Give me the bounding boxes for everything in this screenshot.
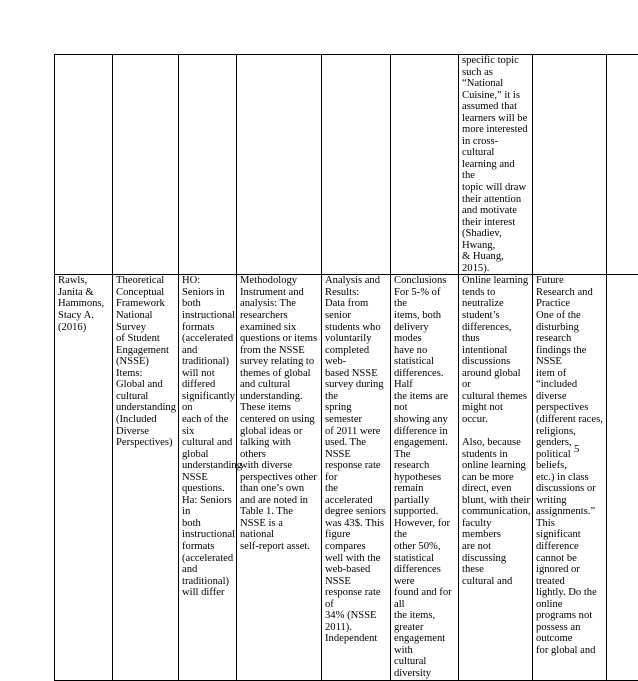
table-cell — [459, 55, 533, 275]
table-cell — [533, 55, 607, 275]
table-cell — [322, 55, 391, 275]
cell-text: Future Research and Practice One of the disturbing research findings the NSSE item of “included diverse perspectives (different races, religions, genders, political beliefs, etc.) in class discussions or writing assignments.” This significant difference cannot be ignored or treated lightly. Do the online programs not possess an outcome for global and — [536, 275, 604, 656]
table-cell — [55, 55, 113, 275]
table-cell — [607, 275, 638, 680]
table-cell — [533, 275, 607, 680]
table-cell — [113, 275, 179, 680]
table-cell — [237, 55, 322, 275]
cell-text: Theoretical Conceptual Framework National Survey of Student Engagement (NSSE) Items: Global and cultural understanding (Included Diverse Perspectives) — [116, 275, 176, 448]
table-cell — [179, 275, 237, 680]
cell-text: Online learning tends to neutralize student’s differences, thus intentional discussions around global or cultural themes might not occur. Also, because students in online learning can be more direct, even blunt, with their communication, faculty members are not discussing these cultural and — [462, 275, 530, 587]
table-row — [55, 55, 638, 275]
page-number: 5 — [574, 444, 579, 455]
table-row — [55, 275, 638, 680]
table-cell — [237, 275, 322, 680]
cell-text: Rawls, Janita & Hammons, Stacy A. (2016) — [58, 275, 110, 333]
table-cell — [607, 55, 638, 275]
cell-text: Analysis and Results: Data from senior students who voluntarily completed web- based NSSE survey during the spring semester of 2011 were used. The NSSE response rate for the accelerated degree seniors was 43$. This figure compares well with the web-based NSSE response rate of 34% (NSSE 2011). Independent — [325, 275, 388, 645]
cell-text: specific topic such as “National Cuisine,” it is assumed that learners will be more interested in cross-cultural learning and the topic will draw their attention and motivate their interest (Shadiev, Hwang, & Huang, 2015). — [462, 55, 530, 274]
table-cell — [459, 275, 533, 680]
table-cell — [55, 275, 113, 680]
cell-text: HO: Seniors in both instructional formats (accelerated and traditional) will not differed significantly on each of the six cultural and global understanding NSSE questions. Ha: Seniors in both instructional formats (accelerated and traditional) will differ — [182, 275, 234, 598]
table-cell — [322, 275, 391, 680]
table-cell — [113, 55, 179, 275]
table-cell — [179, 55, 237, 275]
literature-review-table — [54, 54, 638, 681]
cell-text: Conclusions For 5-% of the items, both delivery modes have no statistical differences. Half the items are not showing any difference in engagement. The research hypotheses remain partially supported. However, for the other 50%, statistical differences were found and for all the items, greater engagement with cultural diversity — [394, 275, 456, 679]
table-cell — [391, 55, 459, 275]
cell-text: Methodology Instrument and analysis: The researchers examined six questions or items from the NSSE survey relating to themes of global and cultural understanding. These items centered on using global ideas or talking with others with diverse perspectives other than one’s own and are noted in Table 1. The NSSE is a national self-report asset. — [240, 275, 319, 552]
table-cell — [391, 275, 459, 680]
